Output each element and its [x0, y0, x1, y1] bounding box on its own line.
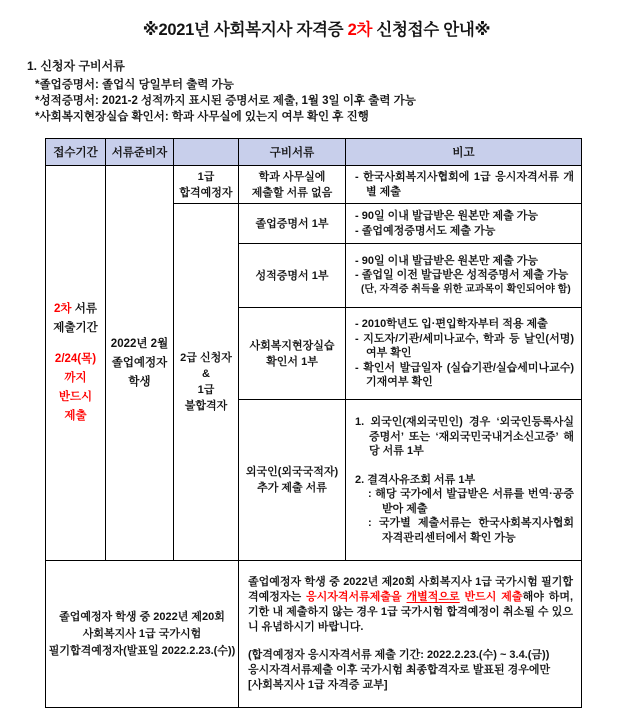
title-accent: 2차	[347, 21, 373, 39]
group-line: 1급	[197, 384, 215, 396]
submission-period-cell	[46, 166, 106, 561]
doc-line: 확인서 1부	[266, 355, 318, 368]
doc-line: 외국인(외국국적자)	[245, 466, 339, 478]
deadline-line: 까지	[64, 372, 87, 384]
remark-item: 2. 결격사유조회 서류 1부	[355, 473, 476, 486]
requirement-notes	[35, 77, 416, 125]
doc-line: 제출할 서류 없음	[251, 186, 333, 199]
remark-cell-transcript	[346, 244, 582, 308]
doc-cell-graduation-cert	[239, 204, 346, 244]
preparer-line: 학생	[128, 375, 151, 388]
group-cell-level2	[174, 204, 239, 561]
summary-line: 사회복지사 1급 국가시험	[82, 627, 202, 640]
period-rest: 서류	[71, 303, 97, 315]
group-cell-level1-pass	[174, 166, 239, 204]
period-line-2: 제출기간	[53, 322, 98, 334]
preparer-cell	[106, 166, 174, 561]
title-text-post: 신청접수 안내※	[372, 21, 491, 39]
remark-item: 1. 외국인(재외국민인) 경우 ‘외국인등록사실증명서’ 또는 ‘재외국민국내거소신고증’ 해당 서류 1부	[355, 416, 574, 457]
remark-line: - 90일 이내 발급받은 원본만 제출 가능	[355, 254, 538, 267]
group-line: 불합격자	[184, 400, 228, 412]
doc-line: 사회복지현장실습	[249, 339, 335, 352]
col-header-period: 접수기간	[46, 139, 106, 166]
note-line-transcript: *성적증명서: 2021-2 성적까지 표시된 증명서로 제출, 1월 3일 이후 출력 가능	[35, 95, 416, 107]
remark-cell-level1	[346, 166, 582, 204]
remark-line: - 확인서 발급일자 (실습기관/실습세미나교수) 기재여부 확인	[355, 361, 574, 389]
deadline-line: 반드시	[58, 391, 93, 403]
preparer-line: 2022년 2월	[110, 337, 169, 350]
notice-paragraph	[248, 575, 573, 634]
important-notice-cell	[239, 561, 582, 708]
col-header-preparer: 서류준비자	[106, 139, 174, 166]
notice-red-underline-text: 개별적으로	[406, 591, 460, 603]
note-line-practicum: *사회복지현장실습 확인서: 학과 사무실에 있는지 여부 확인 후 진행	[35, 111, 369, 123]
preparer-line: 졸업예정자	[111, 356, 168, 369]
summary-line: 졸업예정자 학생 중 2022년 제20회	[59, 610, 225, 623]
table-row	[46, 166, 582, 204]
doc-line: 추가 제출 서류	[257, 482, 327, 494]
deadline-line: 제출	[64, 410, 87, 422]
notice-line: 응시자격서류제출 이후 국가시험 최종합격자로 발표된 경우에만	[248, 664, 551, 677]
group-line: 2급 신청자	[180, 352, 232, 364]
remark-subitem: : 해당 국가에서 발급받은 서류를 번역·공증 받아 제출	[368, 488, 574, 515]
group-line: &	[202, 368, 210, 380]
remark-cell-practicum	[346, 308, 582, 400]
target-summary-cell	[46, 561, 239, 708]
documents-table	[45, 138, 582, 708]
doc-cell-none	[239, 166, 346, 204]
remark-line: - 졸업일 이전 발급받은 성적증명서 제출 가능	[355, 269, 569, 282]
col-header-documents: 구비서류	[239, 139, 346, 166]
remark-subitem: : 국가별 제출서류는 한국사회복지사협회 자격관리센터에서 확인 가능	[368, 517, 574, 544]
remark-line: - 2010학년도 입·편입학자부터 적용 제출	[355, 318, 548, 331]
doc-cell-practicum	[239, 308, 346, 400]
doc-line: 졸업증명서 1부	[255, 217, 329, 230]
doc-line: 학과 사무실에	[258, 170, 326, 183]
remark-cell-foreigner	[346, 400, 582, 561]
notice-text: 졸업예정자 학생 중 2022년 제20회 사회복지사 1급 국가시험 필기합격예정자는	[248, 576, 573, 603]
notice-red-text: 반드시 제출	[459, 591, 523, 603]
page-title	[0, 16, 633, 40]
group-line: 1급	[197, 170, 215, 183]
title-text-pre: ※2021년 사회복지사 자격증	[142, 21, 348, 39]
section-heading: 1. 신청자 구비서류	[27, 59, 125, 73]
group-line: 합격예정자	[179, 186, 233, 199]
doc-line: 성적증명서 1부	[255, 269, 329, 282]
note-line-graduation: *졸업증명서: 졸업식 당일부터 출력 가능	[35, 79, 234, 91]
doc-cell-foreigner	[239, 400, 346, 561]
col-header-remarks: 비고	[346, 139, 582, 166]
summary-line: 필기합격예정자(발표일 2022.2.23.(수))	[48, 644, 236, 657]
remark-cell-graduation	[346, 204, 582, 244]
remark-line: - 졸업예정증명서도 제출 가능	[355, 224, 496, 237]
period-line-1	[46, 300, 105, 319]
notice-line-period: (합격예정자 응시자격서류 제출 기간: 2022.2.23.(수) ~ 3.4.(금))	[248, 649, 550, 662]
remark-small-note: (단, 자격증 취득을 위한 교과목이 확인되어야 함)	[361, 283, 571, 295]
remark-line: - 지도자/기관/세미나교수, 학과 등 날인(서명) 여부 확인	[355, 332, 574, 360]
col-header-group	[174, 139, 239, 166]
table-row	[46, 561, 582, 708]
period-accent: 2차	[54, 303, 72, 315]
doc-cell-transcript	[239, 244, 346, 308]
notice-red-text: 응시자격서류제출을	[306, 591, 407, 603]
remark-line: - 한국사회복지사협회에 1급 응시자격서류 개별 제출	[355, 171, 574, 198]
notice-line: [사회복지사 1급 자격증 교부]	[248, 678, 388, 691]
remark-line: - 90일 이내 발급받은 원본만 제출 가능	[355, 210, 538, 222]
deadline-date: 2/24(목)	[54, 353, 97, 365]
table-header-row	[46, 139, 582, 166]
notice-text: 해야 하며, 기한 내 제출하지 않는 경우 1급 국가시험 합격예정이 취소될 수 있으니 유념하시기 바랍니다.	[248, 591, 573, 633]
